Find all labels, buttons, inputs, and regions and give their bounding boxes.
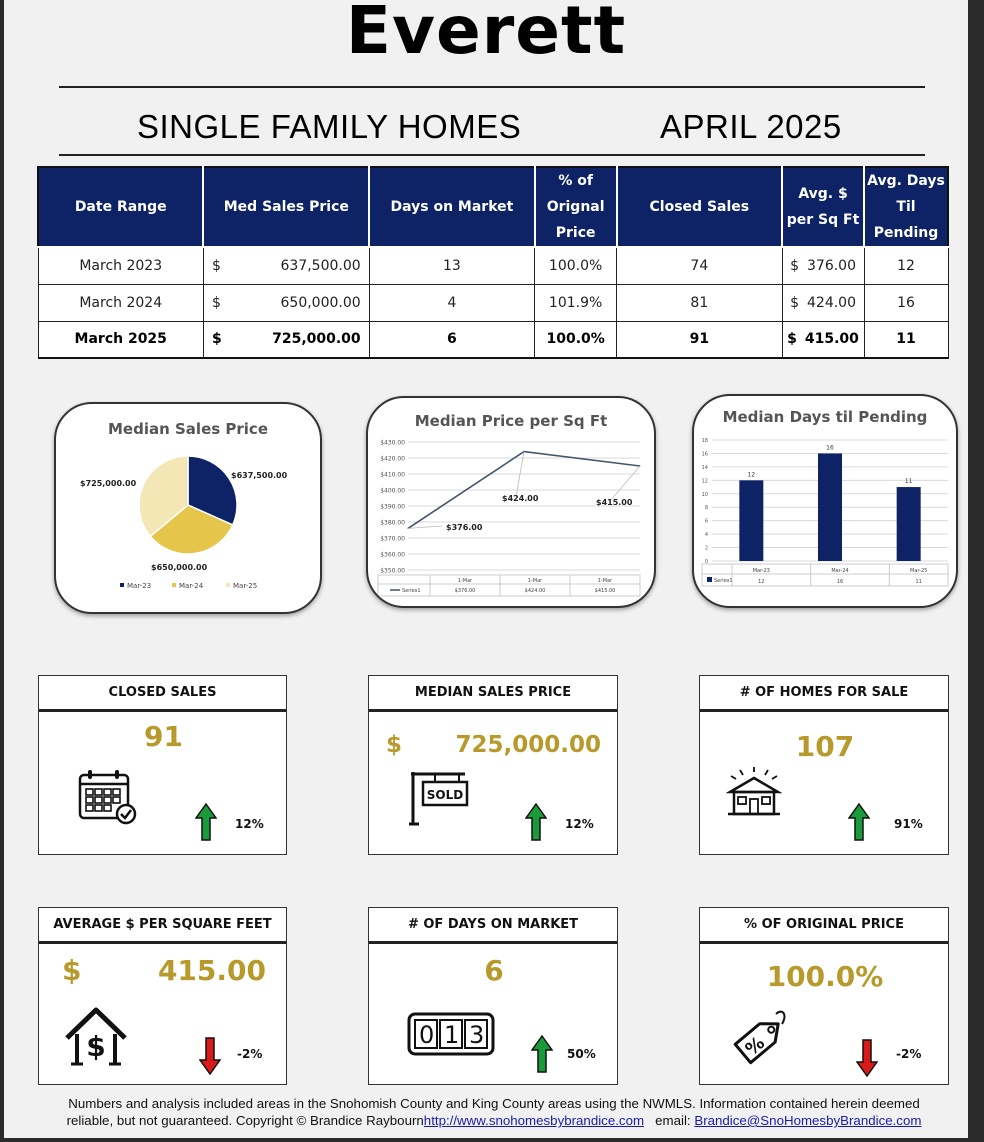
line-chart-card xyxy=(366,396,656,608)
y-tick-label: 2 xyxy=(704,545,708,552)
cell-pct: 100.0% xyxy=(535,321,617,358)
counter-digit: 1 xyxy=(444,1021,460,1049)
line-data-label: $415.00 xyxy=(596,498,633,507)
house-dollar-icon xyxy=(61,1006,131,1068)
cell-price xyxy=(203,284,369,321)
cell-pct: 101.9% xyxy=(535,284,617,321)
legend-label: Series1 xyxy=(402,588,421,594)
cell-price xyxy=(203,247,369,284)
divider-bottom xyxy=(59,154,925,156)
website-link[interactable]: http://www.snohomesbybrandice.com xyxy=(423,1113,645,1128)
pie-data-label: $725,000.00 xyxy=(80,479,137,488)
trend-arrow-shape xyxy=(526,804,546,840)
y-tick-label: 12 xyxy=(701,478,708,485)
avg-value: 415.00 xyxy=(804,331,859,348)
col-med-sales-price: Med Sales Price xyxy=(203,167,369,247)
kpi-title: # OF DAYS ON MARKET xyxy=(369,908,617,944)
legend-label: Series1 xyxy=(714,578,733,584)
kpi-change: -2% xyxy=(237,1047,263,1061)
counter-digit: 0 xyxy=(419,1021,435,1049)
bar-chart xyxy=(694,396,958,608)
footer-line1: Numbers and analysis included areas in the Snohomish County and King County areas using the NWMLS. Information contained herein deemed xyxy=(68,1096,920,1111)
avg-value: 376.00 xyxy=(807,257,856,274)
divider-top xyxy=(59,86,925,88)
legend-swatch xyxy=(226,583,230,587)
pie-chart xyxy=(56,404,322,614)
y-tick-label: $400.00 xyxy=(380,487,405,495)
percent-glyph: % xyxy=(741,1032,769,1061)
kpi-avg-per-sqft xyxy=(38,907,287,1085)
col-avg-per-sqft: Avg. $ per Sq Ft xyxy=(782,167,864,247)
kpi-title: % OF ORIGINAL PRICE xyxy=(700,908,948,944)
kpi-title: MEDIAN SALES PRICE xyxy=(369,676,617,712)
category-title: SINGLE FAMILY HOMES xyxy=(137,108,522,145)
y-tick-label: 16 xyxy=(701,451,708,458)
cell-dom: 6 xyxy=(369,321,535,358)
y-tick-label: $370.00 xyxy=(380,535,405,543)
cell-date: March 2025 xyxy=(38,321,203,358)
city-title: Everett xyxy=(345,0,627,69)
sold-sign-icon xyxy=(407,770,471,826)
trend-arrow-shape xyxy=(196,804,216,840)
x-tick-label: Mar-24 xyxy=(831,568,849,574)
price-value: 650,000.00 xyxy=(280,294,361,311)
y-tick-label: $410.00 xyxy=(380,471,405,479)
kpi-median-sales-price xyxy=(368,675,618,855)
y-tick-label: 4 xyxy=(704,532,708,539)
kpi-change: -2% xyxy=(896,1047,922,1061)
house-icon xyxy=(726,766,782,816)
cell-pending: 11 xyxy=(864,321,948,358)
footer-copyright: reliable, but not guaranteed. Copyright © Brandice Raybourn xyxy=(66,1113,424,1128)
cell-date: March 2023 xyxy=(38,247,203,284)
kpi-currency-symbol: $ xyxy=(386,732,403,758)
label-leader xyxy=(610,466,640,501)
cell-pending: 12 xyxy=(864,247,948,284)
y-tick-label: 6 xyxy=(704,518,708,525)
currency-symbol: $ xyxy=(211,294,221,311)
sold-sign-text: SOLD xyxy=(426,788,464,802)
kpi-change: 91% xyxy=(894,817,923,831)
bar-data-label: 12 xyxy=(747,471,756,479)
currency-symbol: $ xyxy=(790,257,799,274)
counter-icon xyxy=(407,1012,495,1056)
data-table-value: 12 xyxy=(758,579,765,585)
col-avg-days-pending: Avg. Days Til Pending xyxy=(864,167,948,247)
data-table-value: $415.00 xyxy=(594,588,616,594)
x-tick-label: 1-Mar xyxy=(597,578,613,584)
legend-label: Mar-25 xyxy=(233,582,258,590)
counter-digits xyxy=(419,1021,484,1049)
kpi-value: 6 xyxy=(484,954,504,987)
legend-swatch xyxy=(120,583,124,587)
y-tick-label: $380.00 xyxy=(380,519,405,527)
table-row xyxy=(38,284,948,321)
kpi-title: AVERAGE $ PER SQUARE FEET xyxy=(39,908,286,944)
cell-closed: 74 xyxy=(617,247,782,284)
legend-swatch xyxy=(172,583,176,587)
kpi-homes-for-sale xyxy=(699,675,949,855)
y-tick-label: 0 xyxy=(704,559,708,565)
trend-down-arrow-icon xyxy=(856,1038,878,1078)
email-label: email: xyxy=(655,1113,691,1128)
bar-data-label: 16 xyxy=(826,444,834,452)
data-table-value: 11 xyxy=(915,579,922,585)
cell-closed: 91 xyxy=(617,321,782,358)
cell-dom: 4 xyxy=(369,284,535,321)
kpi-title: # OF HOMES FOR SALE xyxy=(700,676,948,712)
y-tick-label: $360.00 xyxy=(380,551,405,559)
dollar-glyph: $ xyxy=(86,1030,106,1063)
cell-avg xyxy=(782,247,864,284)
bar xyxy=(818,453,842,561)
cell-avg xyxy=(782,284,864,321)
pie-chart-title: Median Sales Price xyxy=(108,420,268,438)
y-tick-label: $430.00 xyxy=(380,439,405,447)
table-row xyxy=(38,247,948,284)
trend-down-arrow-icon xyxy=(199,1036,221,1076)
avg-value: 424.00 xyxy=(807,294,856,311)
y-tick-label: 8 xyxy=(704,505,708,512)
pie-data-label: $650,000.00 xyxy=(151,563,208,572)
data-table-value: $424.00 xyxy=(524,588,546,594)
cell-avg xyxy=(782,321,864,358)
line-data-label: $424.00 xyxy=(502,494,539,503)
bar xyxy=(739,480,763,561)
kpi-change: 12% xyxy=(565,817,594,831)
x-tick-label: 1-Mar xyxy=(527,578,543,584)
trend-arrow-shape xyxy=(849,804,869,840)
cell-closed: 81 xyxy=(617,284,782,321)
trend-up-arrow-icon xyxy=(195,802,217,842)
x-tick-label: 1-Mar xyxy=(457,578,473,584)
cell-pct: 100.0% xyxy=(535,247,617,284)
label-leader xyxy=(408,526,442,528)
legend-swatch xyxy=(707,577,712,582)
email-link[interactable]: Brandice@SnoHomesbyBrandice.com xyxy=(694,1113,922,1128)
kpi-days-on-market xyxy=(368,907,618,1085)
currency-symbol: $ xyxy=(211,257,221,274)
price-value: 725,000.00 xyxy=(272,331,361,348)
calendar-icon xyxy=(77,768,139,826)
line-data-label: $376.00 xyxy=(446,523,483,532)
period-title: APRIL 2025 xyxy=(660,108,842,145)
footer-line2 xyxy=(44,1112,944,1129)
currency-symbol: $ xyxy=(211,331,222,348)
y-tick-label: $420.00 xyxy=(380,455,405,463)
y-tick-label: 14 xyxy=(701,464,708,471)
col-date-range: Date Range xyxy=(38,167,203,247)
kpi-pct-original-price xyxy=(699,907,949,1085)
cell-pending: 16 xyxy=(864,284,948,321)
x-tick-label: Mar-25 xyxy=(910,568,928,574)
y-tick-label: $390.00 xyxy=(380,503,405,511)
y-tick-label: 10 xyxy=(701,491,708,498)
bar-data-label: 11 xyxy=(904,478,913,486)
currency-symbol: $ xyxy=(790,294,799,311)
kpi-change: 50% xyxy=(567,1047,596,1061)
kpi-currency-symbol: $ xyxy=(62,954,82,987)
kpi-closed-sales xyxy=(38,675,287,855)
trend-arrow-shape xyxy=(532,1036,552,1072)
pie-chart-card xyxy=(54,402,322,614)
y-tick-label: 18 xyxy=(701,438,708,444)
kpi-value: 91 xyxy=(144,720,183,753)
trend-arrow-shape xyxy=(857,1040,877,1076)
bar-chart-title: Median Days til Pending xyxy=(722,408,928,426)
col-pct-original-price: % of Orignal Price xyxy=(535,167,617,247)
kpi-value: 725,000.00 xyxy=(455,732,601,758)
bar-chart-card xyxy=(692,394,958,608)
col-days-on-market: Days on Market xyxy=(369,167,535,247)
kpi-value: 107 xyxy=(795,730,855,763)
bar xyxy=(897,487,921,561)
legend-label: Mar-23 xyxy=(127,582,152,590)
kpi-value: 415.00 xyxy=(157,954,266,987)
data-table-value: 16 xyxy=(836,579,844,585)
kpi-title: CLOSED SALES xyxy=(39,676,286,712)
trend-up-arrow-icon xyxy=(525,802,547,842)
x-tick-label: Mar-23 xyxy=(752,568,770,574)
legend-label: Mar-24 xyxy=(179,582,204,590)
flyer-page xyxy=(4,0,968,1138)
counter-digit: 3 xyxy=(469,1021,485,1049)
data-table-value: $376.00 xyxy=(454,588,476,594)
cell-price xyxy=(203,321,369,358)
footer-disclaimer xyxy=(44,1095,944,1129)
price-tag-icon xyxy=(724,1006,794,1070)
trend-arrow-shape xyxy=(200,1038,220,1074)
price-value: 637,500.00 xyxy=(280,257,361,274)
col-closed-sales: Closed Sales xyxy=(617,167,782,247)
line-chart xyxy=(368,398,656,608)
cell-date: March 2024 xyxy=(38,284,203,321)
pie-data-label: $637,500.00 xyxy=(231,471,288,480)
trend-up-arrow-icon xyxy=(531,1034,553,1074)
cell-dom: 13 xyxy=(369,247,535,284)
trend-up-arrow-icon xyxy=(848,802,870,842)
line-chart-title: Median Price per Sq Ft xyxy=(414,412,608,430)
y-tick-label: $350.00 xyxy=(380,567,405,575)
table-header-row xyxy=(38,167,948,247)
summary-table xyxy=(37,166,949,359)
currency-symbol: $ xyxy=(787,331,797,348)
kpi-change: 12% xyxy=(235,817,264,831)
kpi-value: 100.0% xyxy=(766,960,884,993)
table-row xyxy=(38,321,948,358)
